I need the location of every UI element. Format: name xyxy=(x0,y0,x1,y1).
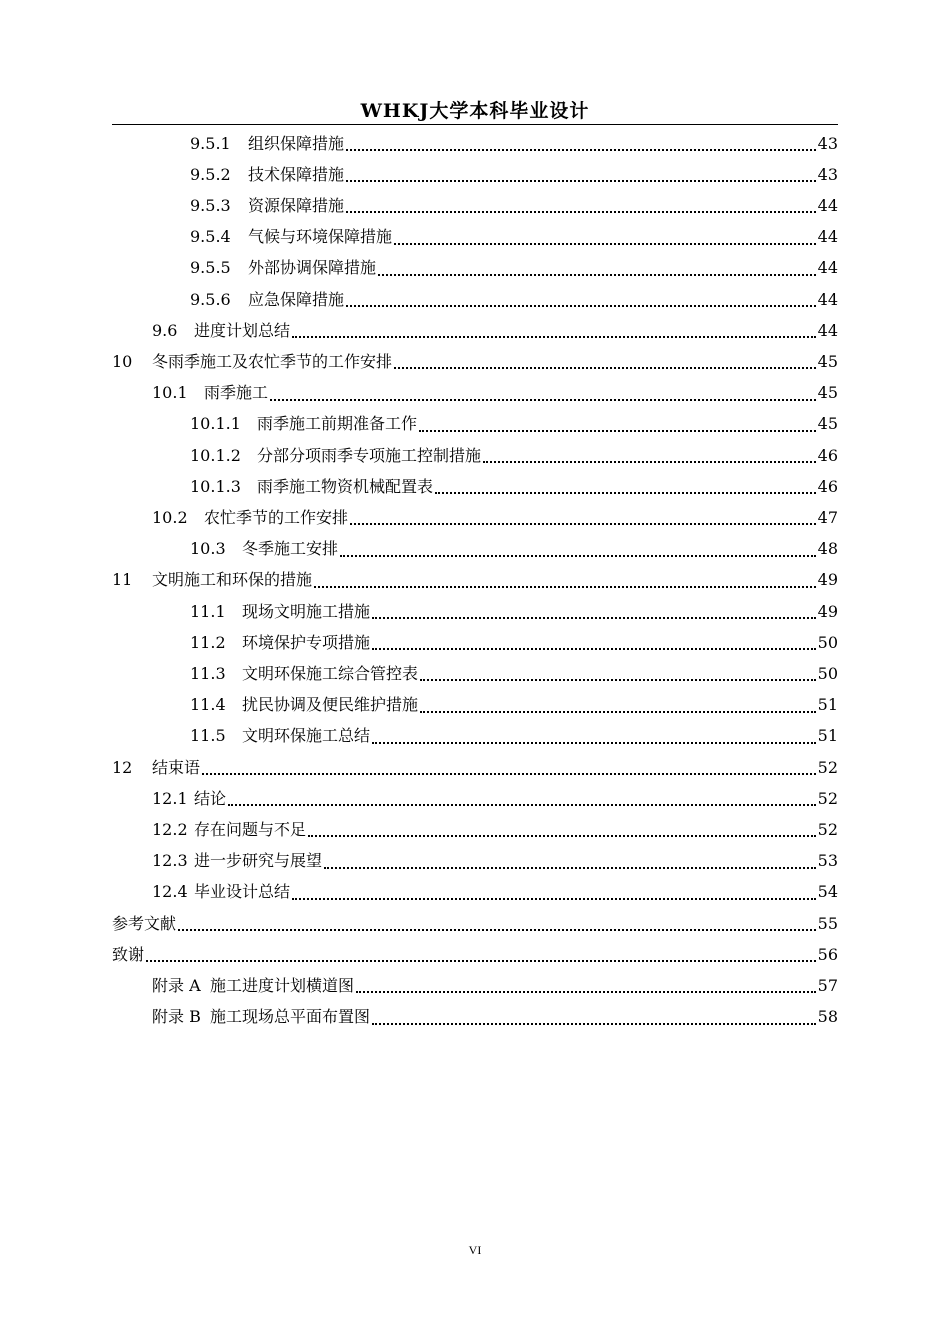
toc-entry-page: 57 xyxy=(817,975,838,995)
toc-entry[interactable] xyxy=(112,752,838,783)
toc-entry[interactable] xyxy=(112,939,838,970)
toc-entry-title: 外部协调保障措施 xyxy=(248,258,377,278)
dot-leader xyxy=(146,959,816,962)
toc-entry-title: 雨季施工 xyxy=(204,383,269,403)
dot-leader xyxy=(378,273,816,276)
toc-entry-page: 45 xyxy=(817,383,838,403)
toc-entry-title: 施工现场总平面布置图 xyxy=(210,1007,371,1027)
toc-entry-number: 10.2 xyxy=(152,507,188,527)
dot-leader xyxy=(394,366,816,369)
toc-entry-page: 47 xyxy=(817,507,838,527)
toc-entry-title: 资源保障措施 xyxy=(248,195,345,215)
dot-leader xyxy=(394,242,816,245)
toc-entry-page: 51 xyxy=(817,695,838,715)
toc-entry[interactable] xyxy=(190,471,838,502)
dot-leader xyxy=(372,1022,816,1025)
page-header-title: WHKJ大学本科毕业设计 xyxy=(360,100,590,122)
toc-entry-number: 9.5.5 xyxy=(190,258,231,278)
dot-leader xyxy=(308,834,816,837)
toc-entry-number: 9.5.1 xyxy=(190,133,231,153)
toc-entry[interactable] xyxy=(152,846,838,877)
toc-entry[interactable] xyxy=(152,970,838,1001)
toc-entry[interactable] xyxy=(152,877,838,908)
toc-entry-page: 49 xyxy=(817,570,838,590)
toc-entry-title: 存在问题与不足 xyxy=(194,819,307,839)
toc-entry-title: 雨季施工前期准备工作 xyxy=(257,414,418,434)
toc-entry-page: 50 xyxy=(817,632,838,652)
dot-leader xyxy=(292,897,816,900)
toc-entry[interactable] xyxy=(152,814,838,845)
toc-entry-title: 结束语 xyxy=(152,757,201,777)
toc-entry-title: 进度计划总结 xyxy=(194,320,291,340)
toc-entry-title: 组织保障措施 xyxy=(248,133,345,153)
toc-entry[interactable] xyxy=(190,222,838,253)
toc-entry-page: 58 xyxy=(817,1007,838,1027)
toc-entry-number: 10.1 xyxy=(152,383,188,403)
header-rule xyxy=(112,124,838,125)
toc-entry-page: 49 xyxy=(817,601,838,621)
dot-leader xyxy=(228,803,816,806)
toc-entry-number: 11.1 xyxy=(190,601,226,621)
toc-entry-number: 9.5.4 xyxy=(190,227,231,247)
toc-entry[interactable] xyxy=(190,534,838,565)
dot-leader xyxy=(270,398,816,401)
dot-leader xyxy=(372,647,816,650)
dot-leader xyxy=(292,335,816,338)
toc-entry[interactable] xyxy=(190,253,838,284)
toc-entry-number: 10.3 xyxy=(190,539,226,559)
toc-entry-title: 进一步研究与展望 xyxy=(194,851,323,871)
toc-entry-number: 10.1.2 xyxy=(190,445,241,465)
toc-entry-page: 44 xyxy=(817,258,838,278)
toc-entry-title: 分部分项雨季专项施工控制措施 xyxy=(257,445,482,465)
toc-entry-page: 43 xyxy=(817,164,838,184)
toc-entry-title: 文明施工和环保的措施 xyxy=(152,570,313,590)
toc-entry-page: 45 xyxy=(817,351,838,371)
dot-leader xyxy=(178,928,816,931)
toc-entry[interactable] xyxy=(190,627,838,658)
toc-entry-title: 冬季施工安排 xyxy=(242,539,339,559)
toc-entry-title: 扰民协调及便民维护措施 xyxy=(242,695,419,715)
toc-entry[interactable] xyxy=(190,721,838,752)
dot-leader xyxy=(324,866,816,869)
toc-entry[interactable] xyxy=(112,908,838,939)
toc-entry-title: 农忙季节的工作安排 xyxy=(204,507,349,527)
toc-entry[interactable] xyxy=(190,440,838,471)
toc-entry[interactable] xyxy=(152,783,838,814)
toc-entry-number: 12.1 xyxy=(152,788,188,808)
dot-leader xyxy=(346,179,816,182)
toc-entry[interactable] xyxy=(190,128,838,159)
toc-entry-title: 文明环保施工综合管控表 xyxy=(242,663,419,683)
toc-entry-page: 50 xyxy=(817,663,838,683)
toc-entry-title: 现场文明施工措施 xyxy=(242,601,371,621)
toc-entry-title: 气候与环境保障措施 xyxy=(248,227,393,247)
toc-entry-title: 结论 xyxy=(194,788,227,808)
toc-entry-page: 52 xyxy=(817,819,838,839)
dot-leader xyxy=(483,460,816,463)
toc-entry-number: 10 xyxy=(112,351,133,371)
toc-entry-page: 44 xyxy=(817,320,838,340)
toc-entry-number: 12.3 xyxy=(152,851,188,871)
toc-entry[interactable] xyxy=(112,346,838,377)
toc-entry-page: 46 xyxy=(817,445,838,465)
toc-entry-number: 11.2 xyxy=(190,632,226,652)
page-number: VI xyxy=(468,1243,482,1257)
dot-leader xyxy=(350,522,816,525)
toc-entry-title: 技术保障措施 xyxy=(248,164,345,184)
toc-entry-page: 55 xyxy=(817,913,838,933)
toc-entry-number: 附录 B xyxy=(152,1007,201,1027)
dot-leader xyxy=(419,429,816,432)
dot-leader xyxy=(435,491,816,494)
toc-entry[interactable] xyxy=(190,596,838,627)
dot-leader xyxy=(202,772,816,775)
toc-entry[interactable] xyxy=(190,284,838,315)
dot-leader xyxy=(356,990,816,993)
toc-entry-title: 施工进度计划横道图 xyxy=(210,975,355,995)
toc-entry-title: 环境保护专项措施 xyxy=(242,632,371,652)
toc-entry-page: 56 xyxy=(817,944,838,964)
toc-entry-number: 9.5.2 xyxy=(190,164,231,184)
toc-entry-page: 44 xyxy=(817,195,838,215)
toc-entry[interactable] xyxy=(152,315,838,346)
toc-entry-title: 参考文献 xyxy=(112,913,177,933)
toc-entry-number: 9.5.3 xyxy=(190,195,231,215)
toc-entry-number: 12 xyxy=(112,757,133,777)
toc-entry-page: 48 xyxy=(817,539,838,559)
dot-leader xyxy=(420,710,816,713)
toc-entry-number: 10.1.3 xyxy=(190,476,241,496)
toc-entry-number: 12.4 xyxy=(152,882,188,902)
toc-entry-number: 10.1.1 xyxy=(190,414,241,434)
toc-entry[interactable] xyxy=(112,565,838,596)
toc-entry[interactable] xyxy=(152,502,838,533)
toc-entry[interactable] xyxy=(190,409,838,440)
toc-entry[interactable] xyxy=(190,190,838,221)
toc-entry-number: 9.5.6 xyxy=(190,289,231,309)
toc-entry-number: 附录 A xyxy=(152,975,201,995)
toc-entry[interactable] xyxy=(190,690,838,721)
toc-entry[interactable] xyxy=(190,658,838,689)
toc-entry-page: 46 xyxy=(817,476,838,496)
toc-entry-title: 文明环保施工总结 xyxy=(242,726,371,746)
toc-entry-title: 雨季施工物资机械配置表 xyxy=(257,476,434,496)
toc-entry-title: 致谢 xyxy=(112,944,145,964)
toc-entry-number: 11 xyxy=(112,570,133,590)
toc-entry-page: 52 xyxy=(817,757,838,777)
dot-leader xyxy=(346,210,816,213)
toc-entry-number: 9.6 xyxy=(152,320,178,340)
toc-entry-number: 12.2 xyxy=(152,819,188,839)
toc-entry-number: 11.3 xyxy=(190,663,226,683)
toc-entry-title: 冬雨季施工及农忙季节的工作安排 xyxy=(152,351,393,371)
toc-entry-page: 44 xyxy=(817,289,838,309)
toc-entry-page: 44 xyxy=(817,227,838,247)
toc-entry-page: 54 xyxy=(817,882,838,902)
dot-leader xyxy=(346,148,816,151)
toc-entry-page: 51 xyxy=(817,726,838,746)
toc-entry-page: 45 xyxy=(817,414,838,434)
toc-entry-page: 52 xyxy=(817,788,838,808)
dot-leader xyxy=(420,678,816,681)
toc-entry[interactable] xyxy=(152,378,838,409)
toc-entry[interactable] xyxy=(152,1002,838,1033)
toc-entry-title: 应急保障措施 xyxy=(248,289,345,309)
dot-leader xyxy=(314,585,816,588)
toc-entry-number: 11.5 xyxy=(190,726,226,746)
toc-entry-page: 43 xyxy=(817,133,838,153)
dot-leader xyxy=(372,741,816,744)
dot-leader xyxy=(340,554,816,557)
dot-leader xyxy=(346,304,816,307)
toc-entry-number: 11.4 xyxy=(190,695,226,715)
toc-entry-title: 毕业设计总结 xyxy=(194,882,291,902)
dot-leader xyxy=(372,616,816,619)
toc-entry[interactable] xyxy=(190,159,838,190)
toc-entry-page: 53 xyxy=(817,851,838,871)
